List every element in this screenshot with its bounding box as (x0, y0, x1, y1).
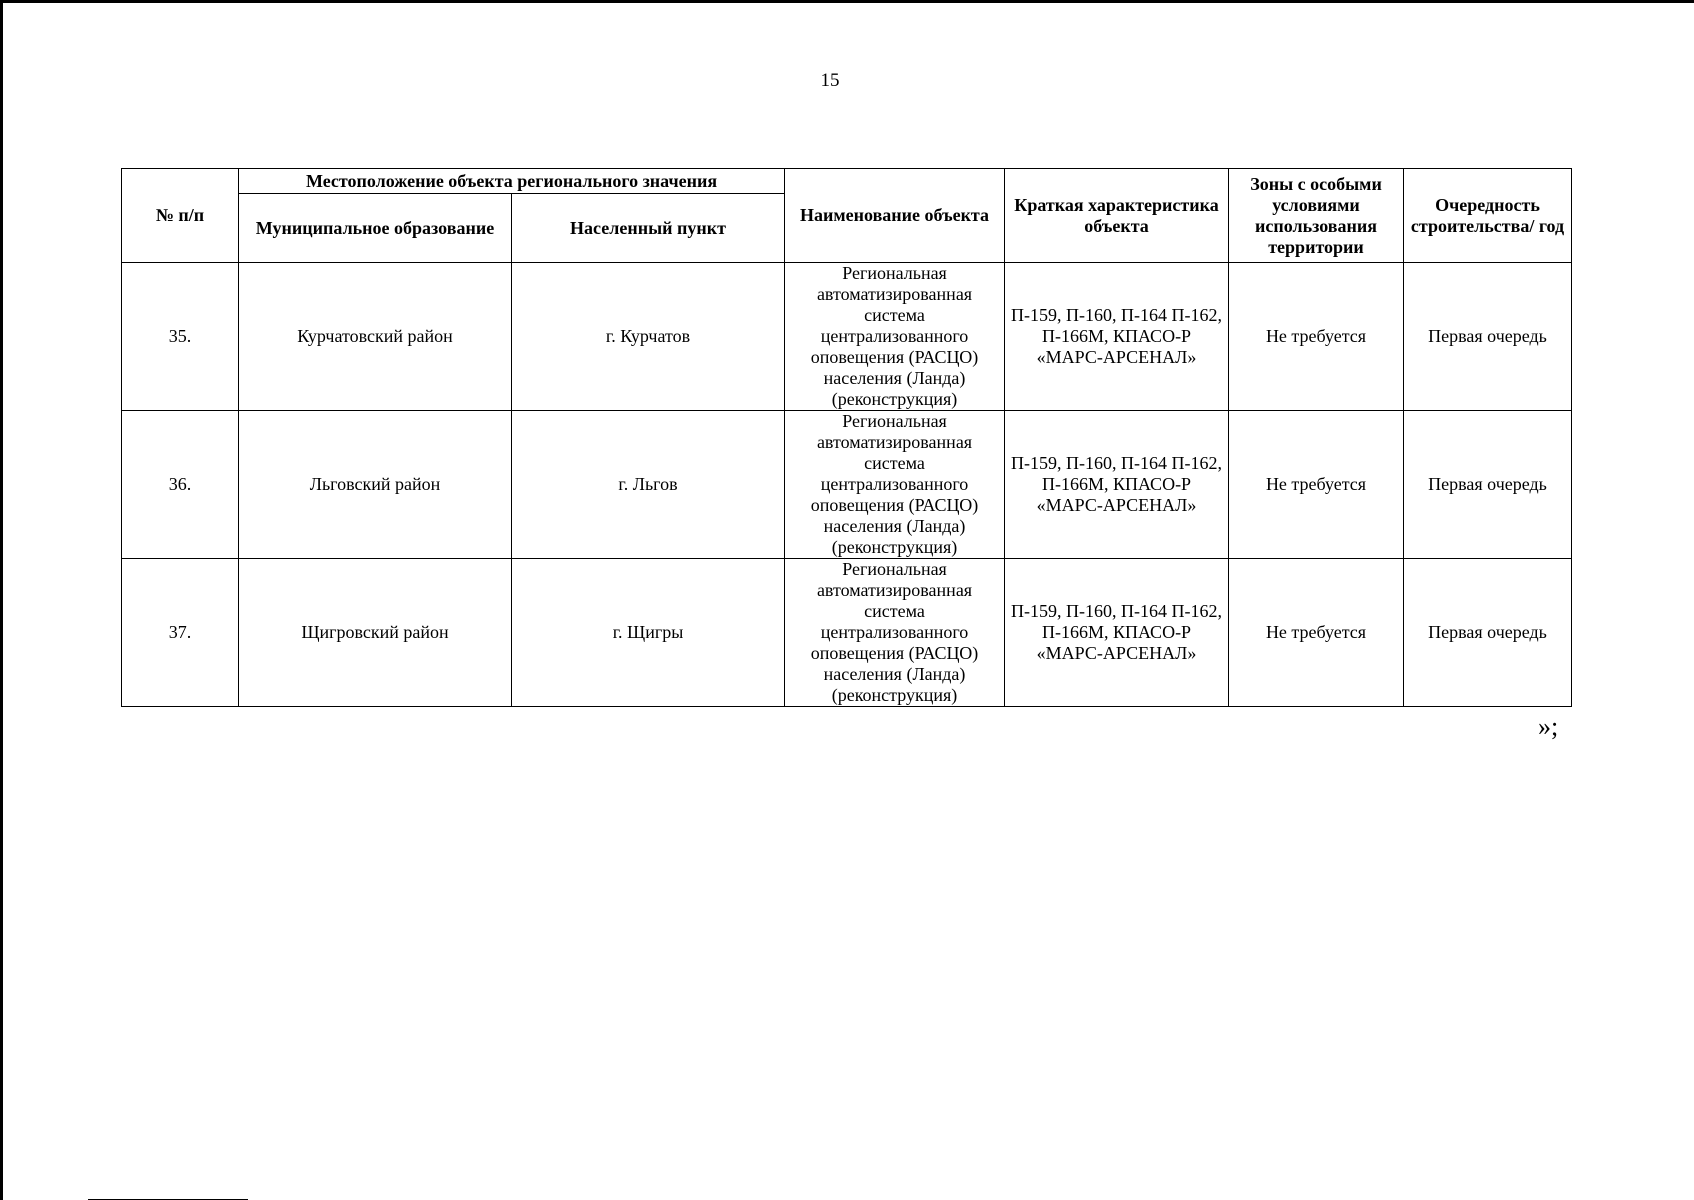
cell-settlement: г. Льгов (512, 411, 785, 559)
page-number: 15 (820, 70, 840, 91)
header-priority: Очередность строительства/ год (1404, 169, 1572, 263)
header-location-group: Местоположение объекта регионального значения (239, 169, 785, 194)
cell-municipality: Льговский район (239, 411, 512, 559)
header-settlement: Населенный пункт (512, 194, 785, 263)
cell-settlement: г. Щигры (512, 559, 785, 707)
table-row (122, 411, 1572, 559)
cell-characteristics: П-159, П-160, П-164 П-162, П-166М, КПАСО-Р «МАРС-АРСЕНАЛ» (1005, 559, 1229, 707)
table-row (122, 559, 1572, 707)
cell-object-name: Региональная автоматизированная система централизованного оповещения (РАСЦО) населения (Ланда) (реконструкция) (785, 263, 1005, 411)
table-header-row-top (122, 169, 1572, 194)
cell-priority: Первая очередь (1404, 411, 1572, 559)
cell-num: 35. (122, 263, 239, 411)
cell-zones: Не требуется (1229, 411, 1404, 559)
table-row (122, 263, 1572, 411)
header-characteristics: Краткая характеристика объекта (1005, 169, 1229, 263)
cell-priority: Первая очередь (1404, 263, 1572, 411)
regional-objects-table (121, 168, 1572, 707)
cell-characteristics: П-159, П-160, П-164 П-162, П-166М, КПАСО-Р «МАРС-АРСЕНАЛ» (1005, 411, 1229, 559)
header-object-name: Наименование объекта (785, 169, 1005, 263)
cell-zones: Не требуется (1229, 559, 1404, 707)
cell-municipality: Курчатовский район (239, 263, 512, 411)
scan-top-border (0, 0, 1694, 3)
cell-num: 36. (122, 411, 239, 559)
cell-num: 37. (122, 559, 239, 707)
cell-characteristics: П-159, П-160, П-164 П-162, П-166М, КПАСО-Р «МАРС-АРСЕНАЛ» (1005, 263, 1229, 411)
header-zones: Зоны с особыми условиями использования территории (1229, 169, 1404, 263)
cell-municipality: Щигровский район (239, 559, 512, 707)
cell-settlement: г. Курчатов (512, 263, 785, 411)
cell-object-name: Региональная автоматизированная система централизованного оповещения (РАСЦО) населения (Ланда) (реконструкция) (785, 411, 1005, 559)
header-num: № п/п (122, 169, 239, 263)
cell-zones: Не требуется (1229, 263, 1404, 411)
closing-quote-mark: »; (1538, 712, 1559, 741)
scan-left-border (0, 0, 3, 1200)
cell-priority: Первая очередь (1404, 559, 1572, 707)
cell-object-name: Региональная автоматизированная система централизованного оповещения (РАСЦО) населения (Ланда) (реконструкция) (785, 559, 1005, 707)
header-municipality: Муниципальное образование (239, 194, 512, 263)
